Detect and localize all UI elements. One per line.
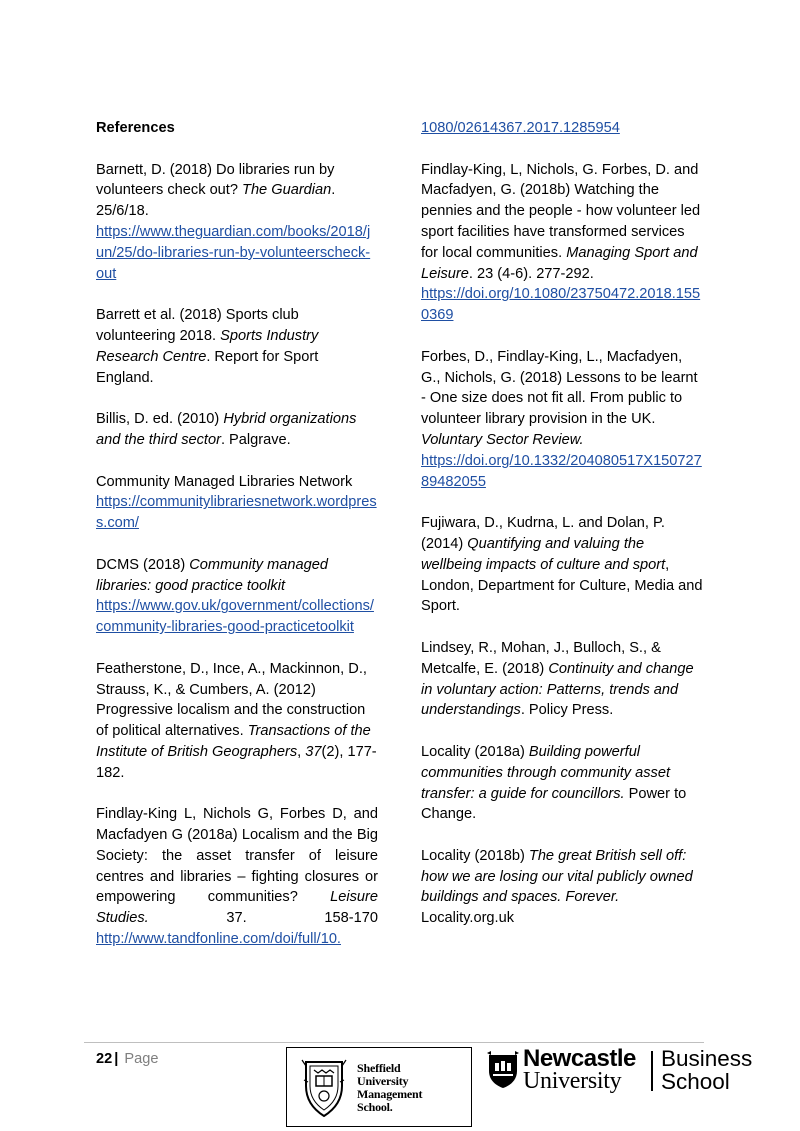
ncl-university: University <box>523 1068 622 1094</box>
smu-wordmark: Sheffield University Management School. <box>357 1061 423 1114</box>
logo-separator <box>651 1051 653 1091</box>
university-crest-icon <box>300 1056 348 1118</box>
reference-link[interactable]: https://doi.org/10.1080/23750472.2018.1550369 <box>421 286 701 324</box>
reference-dcms: DCMS (2018) Community managed libraries: good practice toolkit https://www.gov.uk/government/collections/community-libraries-good-practicetoolkit <box>96 555 378 638</box>
reference-featherstone: Featherstone, D., Ince, A., Mackinnon, D., Strauss, K., & Cumbers, A. (2012) Progressive localism and the construction of political alternatives. Transactions of the Institute of British Geographers, 37(2), 177-182. <box>96 660 377 781</box>
reference-link[interactable]: https://doi.org/10.1332/204080517X15072789482055 <box>421 452 702 490</box>
reference-barrett: Barrett et al. (2018) Sports club volunteering 2018. Sports Industry Research Centre. Report for Sport England. <box>96 307 319 386</box>
reference-forbes: Forbes, D., Findlay-King, L., Macfadyen, G., Nichols, G. (2018) Lessons to be learnt - One size does not fit all. From public to volunteer library provision in the UK. Voluntary Sector Review. https://doi.org/10.1332/204080517X15072789482055 <box>421 347 705 493</box>
castle-crest-icon <box>487 1051 519 1089</box>
references-right-column <box>421 118 705 950</box>
reference-lindsey: Lindsey, R., Mohan, J., Bulloch, S., & Metcalfe, E. (2018) Continuity and change in voluntary action: Patterns, trends and understandings. Policy Press. <box>421 639 694 719</box>
ncl-name: Newcastle <box>523 1045 636 1072</box>
reference-locality-2018a: Locality (2018a) Building powerful communities through community asset transfer: a guide for councillors. Power to Change. <box>421 743 687 823</box>
reference-locality-2018b: Locality (2018b) The great British sell off: how we are losing our vital publicly owned buildings and spaces. Forever. Locality.org.uk <box>421 847 693 927</box>
reference-findlay-king-2018b: Findlay-King, L, Nichols, G. Forbes, D. and Macfadyen, G. (2018b) Watching the pennies and the people - how volunteer led sport facilities have transformed services for local communities. Managing Sport and Leisure. 23 (4-6). 277-292. https://doi.org/10.1080/23750472.2018.1550369 <box>421 160 705 326</box>
reference-link[interactable]: https://communitylibrariesnetwork.wordpress.com/ <box>96 494 377 532</box>
reference-findlay-king-2018a: Findlay-King L, Nichols G, Forbes D, and Macfadyen G (2018a) Localism and the Big Society: the asset transfer of leisure centres and libraries – fighting closures or empowering communities? Leisure Studies. 37. 158-170 http://www.tandfonline.com/doi/full/10. <box>96 804 378 950</box>
reference-fujiwara: Fujiwara, D., Kudrna, L. and Dolan, P. (2014) Quantifying and valuing the wellbeing impacts of culture and sport, London, Department for Culture, Media and Sport. <box>421 515 703 615</box>
footer-divider <box>84 1042 704 1043</box>
business-school-wordmark: Business School <box>661 1046 753 1094</box>
references-left-column <box>96 118 378 971</box>
newcastle-business-school-logo <box>487 1047 767 1097</box>
sheffield-management-school-logo <box>286 1047 472 1127</box>
reference-link[interactable]: 1080/02614367.2017.1285954 <box>421 120 620 136</box>
reference-cmln: Community Managed Libraries Network https://communitylibrariesnetwork.wordpress.com/ <box>96 472 378 534</box>
reference-barnett: Barnett, D. (2018) Do libraries run by volunteers check out? The Guardian. 25/6/18. https://www.theguardian.com/books/2018/jun/25/do-libraries-run-by-volunteerscheck-out <box>96 160 378 285</box>
reference-continuation <box>421 118 705 139</box>
reference-billis: Billis, D. ed. (2010) Hybrid organizations and the third sector. Palgrave. <box>96 411 357 448</box>
reference-link[interactable]: https://www.gov.uk/government/collections/community-libraries-good-practicetoolkit <box>96 598 374 636</box>
references-heading: References <box>96 120 175 136</box>
page-number: 22 | Page <box>96 1051 159 1067</box>
reference-link[interactable]: https://www.theguardian.com/books/2018/jun/25/do-libraries-run-by-volunteerscheck-out <box>96 223 371 282</box>
reference-link[interactable]: http://www.tandfonline.com/doi/full/10. <box>96 931 341 948</box>
